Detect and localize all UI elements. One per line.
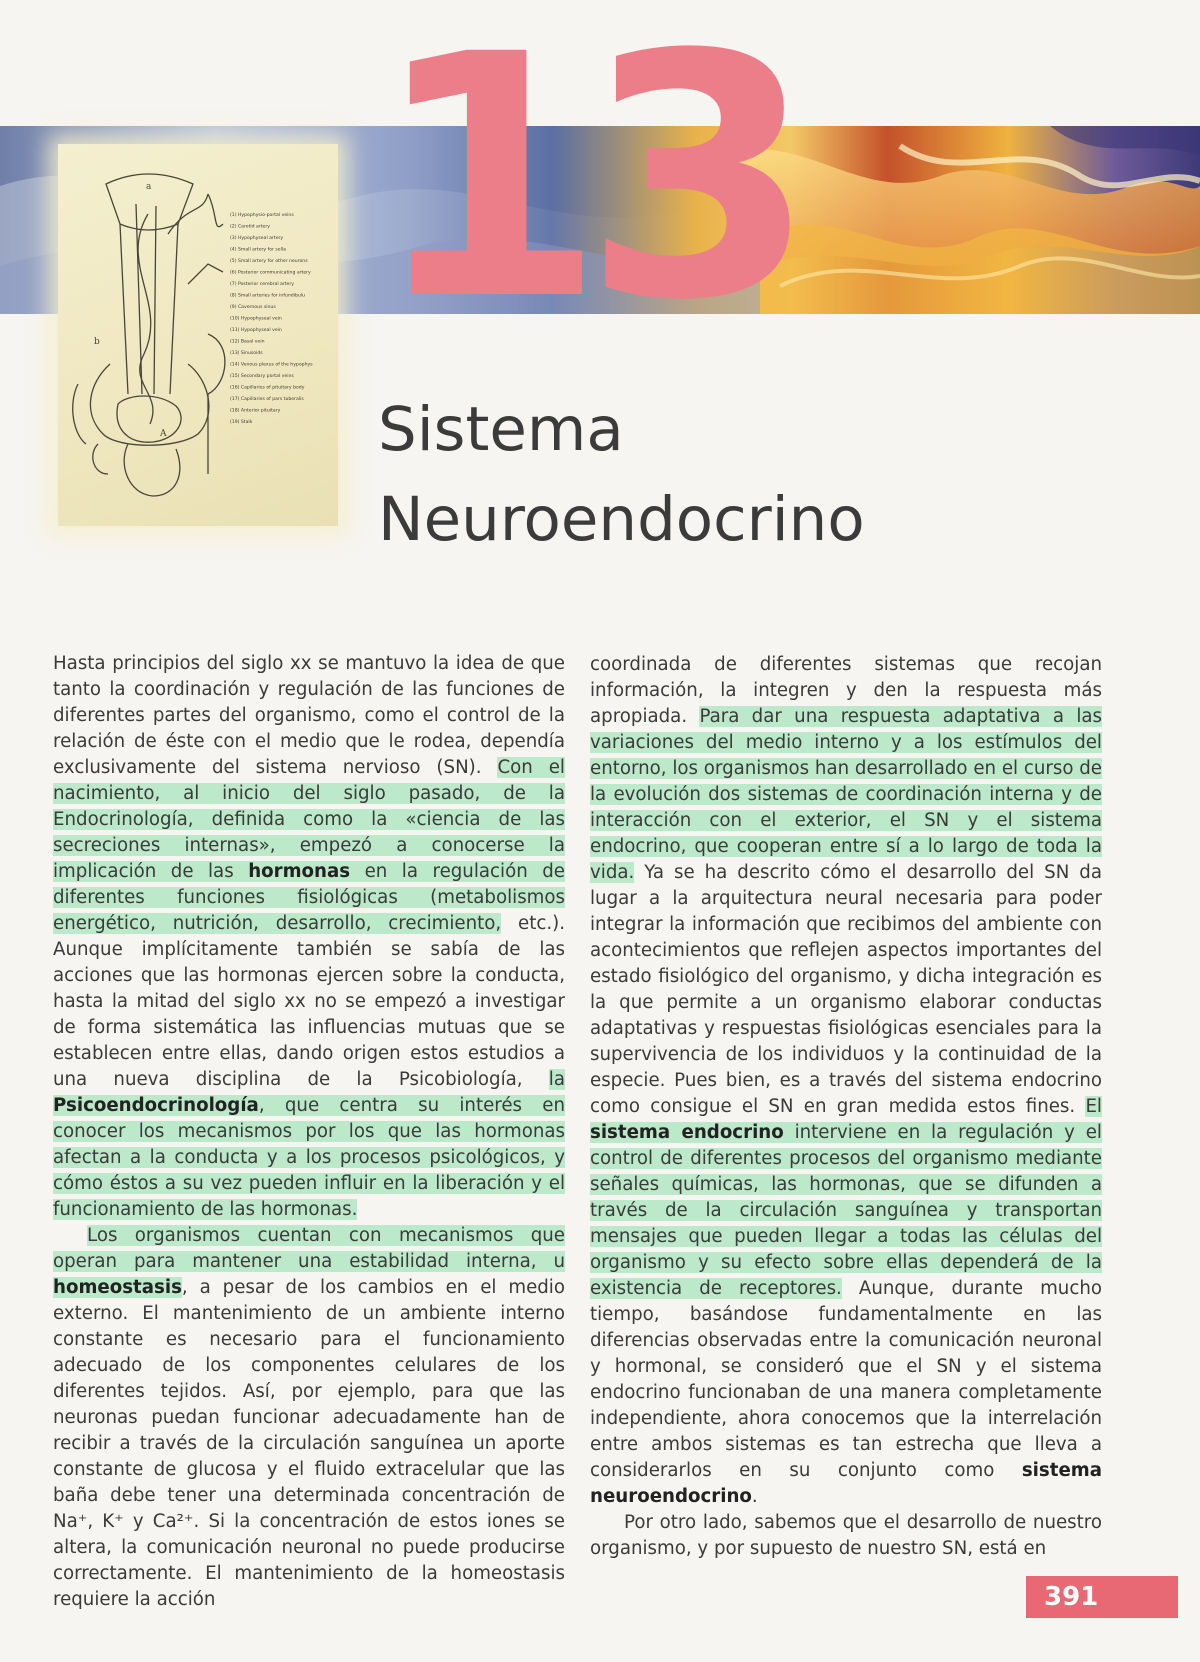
figure-legend-item: (5) Small artery for other neurons xyxy=(230,259,308,264)
figure-legend-item: (9) Cavernous sinus xyxy=(230,305,276,310)
figure-legend-item: (12) Basal vein xyxy=(230,339,265,345)
text-span: Aunque, durante mucho tiempo, basándose fundamentalmente en las diferencias observadas entre la comunicación neuronal y hormonal, se consideró que el SN y el sistema endocrino funcionaban de una manera completamente independiente, ahora conocemos que la interrelación entre ambos sistemas es tan estrecha que lleva a considerarlos en su conjunto como xyxy=(590,1278,1102,1481)
highlighted-text: Para dar una respuesta adaptativa a las variaciones del medio interno y a los estímulos del entorno, los organismos han desarrollado en el curso de la evolución dos sistemas de coordinación interna y de interacción con el exterior, el SN y el sistema endocrino, que cooperan entre sí a lo largo de toda la vida. xyxy=(590,706,1102,883)
figure-legend-item: (6) Posterior communicating artery xyxy=(230,270,311,276)
highlighted-text xyxy=(590,1096,1102,1299)
bold-term: sistema endocrino xyxy=(590,1122,784,1143)
text-span: Por otro lado, sabemos que el desarrollo de nuestro organismo, y por supuesto de nuestro SN, está en xyxy=(590,1512,1102,1559)
chapter-number: 13 xyxy=(372,0,795,374)
bold-term: homeostasis xyxy=(53,1277,182,1298)
paragraph xyxy=(53,1223,565,1613)
text-span: coordinada de diferentes sistemas que recojan información, la integren y den la respuesta más apropiada. xyxy=(590,654,1102,727)
text-span: El xyxy=(1085,1096,1102,1117)
highlighted-text xyxy=(53,757,565,934)
right-column xyxy=(590,652,1102,1562)
paragraph xyxy=(590,652,1102,1510)
figure-legend-item: (7) Posterior cerebral artery xyxy=(230,282,294,287)
figure-legend-item: (8) Small arteries for infundibulu xyxy=(230,293,305,299)
figure-legend-item: (13) Sinusoids xyxy=(230,351,263,356)
figure-legend-item: (17) Capillaries of pars tuberalis xyxy=(230,397,304,402)
text-span: Con el nacimiento, al inicio del siglo pasado, de la Endocrinología, definida como la «ciencia de las secreciones internas», empezó a conocerse la implicación de las xyxy=(53,757,565,882)
text-span: Hasta principios del siglo xx se mantuvo la idea de que tanto la coordinación y regulación de las funciones de diferentes partes del organismo, como el control de la relación de éste con el medio que le rodea, dependía exclusivamente del sistema nervioso (SN). xyxy=(53,653,565,778)
figure-label-b: b xyxy=(94,337,100,347)
figure-label-A: A xyxy=(160,429,167,439)
figure-legend-item: (4) Small artery for sella xyxy=(230,247,286,253)
chapter-title xyxy=(378,385,865,565)
neuroanatomy-illustration-icon xyxy=(58,144,338,526)
figure-legend-item: (1) Hypophysio-portal veins xyxy=(230,213,294,218)
text-span: etc.). Aunque implícitamente también se sabía de las acciones que las hormonas ejercen sobre la conducta, hasta la mitad del siglo xx no se empezó a investigar de forma sistemática las influencias mutuas que se establecen entre ellas, dando origen estos estudios a una nueva disciplina de la Psicobiología, xyxy=(53,913,565,1090)
paragraph xyxy=(53,651,565,1223)
bold-term: sistema neuroendocrino xyxy=(590,1460,1102,1507)
figure-legend-item: (18) Anterior pituitary xyxy=(230,408,281,414)
neuroanatomy-figure xyxy=(58,144,338,526)
figure-legend-item: (19) Stalk xyxy=(230,420,253,425)
text-span: interviene en la regulación y el control de diferentes procesos del organismo mediante señales químicas, las hormonas, que se difunden a través de la circulación sanguínea y transportan mensajes que pueden llegar a todas las células del organismo y su efecto sobre ellas dependerá de la existencia de receptores. xyxy=(590,1122,1102,1299)
figure-legend-item: (16) Capillaries of pituitary body xyxy=(230,385,305,391)
text-span: . xyxy=(751,1486,758,1507)
figure-label-a: a xyxy=(146,182,152,192)
paragraph xyxy=(590,1510,1102,1562)
chapter-title-line1: Sistema xyxy=(378,394,624,465)
figure-legend-item: (11) Hypophyseal vein xyxy=(230,328,282,333)
bold-term: hormonas xyxy=(248,861,351,882)
text-span: Los organismos cuentan con mecanismos que operan para mantener una estabilidad interna, u xyxy=(53,1225,565,1272)
text-span: la xyxy=(548,1069,565,1090)
bold-term: Psicoendocrinología xyxy=(53,1095,259,1116)
figure-legend-item: (15) Secondary portal veins xyxy=(230,374,294,379)
figure-legend-item: (10) Hypophyseal vein xyxy=(230,316,282,322)
text-span: Ya se ha descrito cómo el desarrollo del SN da lugar a la arquitectura neural necesaria para poder integrar la información que recibimos del ambiente con acontecimientos que reflejen aspectos importantes del estado fisiológico del organismo, y dicha integración es la que permite a un organismo elaborar conductas adaptativas y respuestas fisiológicas esenciales para la supervivencia de los individuos y la continuidad de la especie. Pues bien, es a través del sistema endocrino como consigue el SN en gran medida estos fines. xyxy=(590,862,1102,1117)
text-span: , que centra su interés en conocer los mecanismos por los que las hormonas afectan a la conducta y a los procesos psicológicos, y cómo éstos a su vez pueden influir en la liberación y el funcionamiento de las hormonas. xyxy=(53,1095,565,1220)
highlighted-text xyxy=(53,1069,565,1220)
chapter-title-line2: Neuroendocrino xyxy=(378,484,865,555)
figure-legend xyxy=(230,212,313,425)
page-number: 391 xyxy=(1026,1576,1178,1618)
left-column xyxy=(53,651,565,1613)
figure-legend-item: (3) Hypophyseal artery xyxy=(230,236,284,241)
figure-legend-item: (14) Venous plexus of the hypophys xyxy=(230,362,313,368)
text-span: en la regulación de diferentes funciones fisiológicas (metabolismos energético, nutrición, desarrollo, crecimiento, xyxy=(53,861,565,934)
figure-legend-item: (2) Carotid artery xyxy=(230,224,270,230)
text-span: , a pesar de los cambios en el medio externo. El mantenimiento de un ambiente interno constante es necesario para el funcionamiento adecuado de los componentes celulares de los diferentes tejidos. Así, por ejemplo, para que las neuronas puedan funcionar adecuadamente han de recibir a través de la circulación sanguínea un aporte constante de glucosa y el fluido extracelular que las baña debe tener una determinada concentración de Na⁺, K⁺ y Ca²⁺. Si la concentración de estos iones se altera, la comunicación neuronal no puede producirse correctamente. El mantenimiento de la homeostasis requiere la acción xyxy=(53,1277,565,1610)
